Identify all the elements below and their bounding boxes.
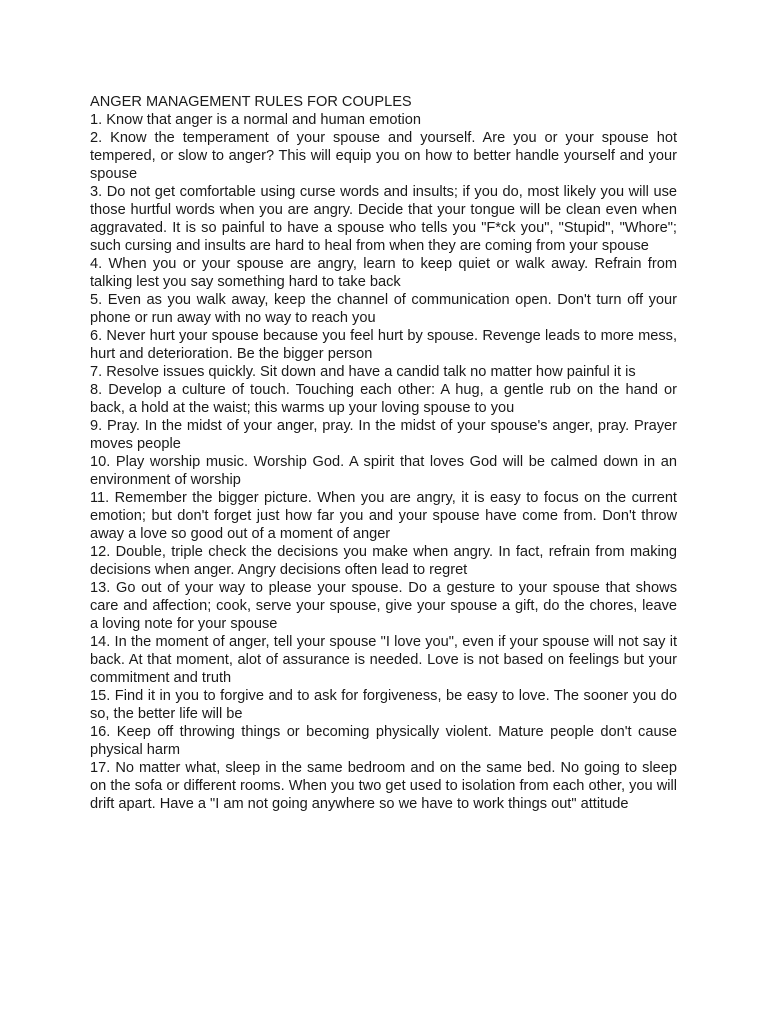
rule-15: 15. Find it in you to forgive and to ask for forgiveness, be easy to love. The sooner you do so, the better life will be [90, 688, 677, 722]
rule-13: 13. Go out of your way to please your spouse. Do a gesture to your spouse that shows care and affection; cook, serve your spouse, give your spouse a gift, do the chores, leave a loving note for your spouse [90, 580, 677, 632]
rule-8: 8. Develop a culture of touch. Touching each other: A hug, a gentle rub on the hand or back, a hold at the waist; this warms up your loving spouse to you [90, 382, 677, 416]
rule-6: 6. Never hurt your spouse because you feel hurt by spouse. Revenge leads to more mess, hurt and deterioration. Be the bigger person [90, 328, 677, 362]
rule-11: 11. Remember the bigger picture. When you are angry, it is easy to focus on the current emotion; but don't forget just how far you and your spouse have come from. Don't throw away a love so good out of a moment of anger [90, 490, 677, 542]
rule-7: 7. Resolve issues quickly. Sit down and have a candid talk no matter how painful it is [90, 364, 636, 380]
rule-17: 17. No matter what, sleep in the same bedroom and on the same bed. No going to sleep on the sofa or different rooms. When you two get used to isolation from each other, you will drift apart. Have a "I am not going anywhere so we have to work things out" attitude [90, 760, 677, 812]
rule-14: 14. In the moment of anger, tell your spouse "I love you", even if your spouse will not say it back. At that moment, alot of assurance is needed. Love is not based on feelings but your commitment and truth [90, 634, 677, 686]
rule-5: 5. Even as you walk away, keep the channel of communication open. Don't turn off your phone or run away with no way to reach you [90, 292, 677, 326]
rule-10: 10. Play worship music. Worship God. A spirit that loves God will be calmed down in an environment of worship [90, 454, 677, 488]
rule-16: 16. Keep off throwing things or becoming physically violent. Mature people don't cause physical harm [90, 724, 677, 758]
rule-12: 12. Double, triple check the decisions you make when angry. In fact, refrain from making decisions when anger. Angry decisions often lead to regret [90, 544, 677, 578]
rule-4: 4. When you or your spouse are angry, learn to keep quiet or walk away. Refrain from talking lest you say something hard to take back [90, 256, 677, 290]
rule-2: 2. Know the temperament of your spouse and yourself. Are you or your spouse hot tempered, or slow to anger? This will equip you on how to better handle yourself and your spouse [90, 130, 677, 182]
document-page [90, 93, 677, 813]
rule-1: 1. Know that anger is a normal and human emotion [90, 112, 421, 128]
rule-9: 9. Pray. In the midst of your anger, pray. In the midst of your spouse's anger, pray. Prayer moves people [90, 418, 677, 452]
rule-3: 3. Do not get comfortable using curse words and insults; if you do, most likely you will use those hurtful words when you are angry. Decide that your tongue will be clean even when aggravated. It is so painful to have a spouse who tells you "F*ck you", "Stupid", "Whore"; such cursing and insults are hard to heal from when they are coming from your spouse [90, 184, 677, 254]
document-title: ANGER MANAGEMENT RULES FOR COUPLES [90, 94, 412, 110]
